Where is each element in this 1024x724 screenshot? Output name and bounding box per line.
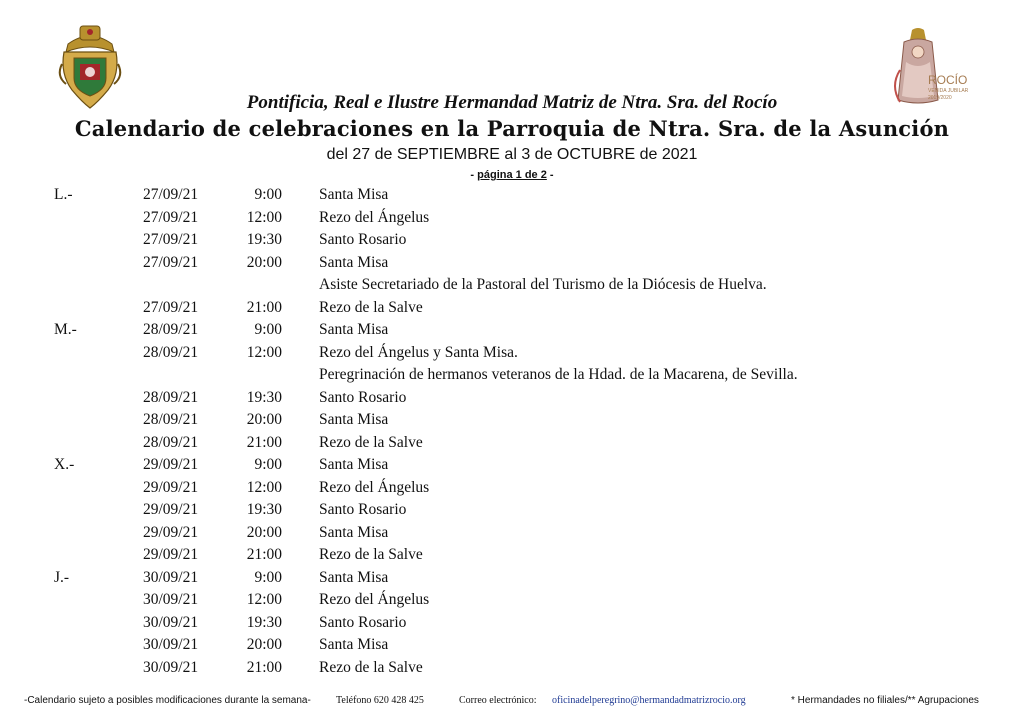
date-cell: 27/09/21: [143, 186, 199, 203]
logo-right-sub: VENIDA JUBILAR: [928, 88, 969, 94]
date-cell: 29/09/21: [143, 478, 199, 496]
day-label: J.-: [54, 568, 70, 586]
event-cell: Santo Rosario: [319, 388, 407, 406]
schedule-row: [0, 364, 1024, 387]
time-cell: 9:00: [254, 456, 282, 473]
time-cell: 21:00: [246, 433, 282, 451]
event-cell: Rezo del Ángelus: [319, 591, 430, 608]
event-cell: Santa Misa: [319, 568, 389, 586]
event-cell: Rezo de la Salve: [319, 658, 423, 676]
logo-right-text: ROCÍO: [928, 73, 968, 87]
time-cell: 21:00: [246, 298, 282, 316]
date-cell: 28/09/21: [143, 388, 199, 406]
time-cell: 9:00: [254, 321, 282, 338]
time-cell: 9:00: [254, 568, 282, 586]
schedule-row: [0, 184, 1024, 207]
event-cell: Santa Misa: [319, 253, 389, 271]
footer-email-label: Correo electrónico:: [459, 695, 537, 706]
footer-phone: Teléfono 620 428 425: [336, 695, 424, 706]
date-cell: 29/09/21: [143, 546, 199, 563]
time-cell: 20:00: [246, 411, 282, 428]
schedule-row: [0, 387, 1024, 410]
date-cell: 30/09/21: [143, 568, 199, 586]
schedule-row: [0, 274, 1024, 297]
date-cell: 30/09/21: [143, 613, 199, 631]
event-note: Asiste Secretariado de la Pastoral del Turismo de la Diócesis de Huelva.: [319, 276, 767, 293]
page-label: página 1 de 2: [477, 169, 547, 181]
time-cell: 12:00: [246, 343, 282, 361]
date-cell: 28/09/21: [143, 433, 199, 451]
schedule-row: [0, 634, 1024, 657]
date-cell: 27/09/21: [143, 298, 199, 316]
day-label: X.-: [54, 456, 75, 473]
page-prefix: -: [470, 169, 478, 181]
date-cell: 29/09/21: [143, 523, 199, 541]
schedule-row: [0, 229, 1024, 252]
date-cell: 28/09/21: [143, 321, 199, 338]
schedule-row: [0, 589, 1024, 612]
schedule-row: [0, 454, 1024, 477]
day-label: M.-: [54, 321, 77, 338]
schedule-row: [0, 522, 1024, 545]
date-cell: 28/09/21: [143, 411, 199, 428]
footer-disclaimer: -Calendario sujeto a posibles modificaciones durante la semana-: [24, 695, 311, 706]
event-cell: Rezo de la Salve: [319, 433, 423, 451]
event-cell: Santo Rosario: [319, 501, 407, 518]
date-cell: 28/09/21: [143, 343, 199, 361]
schedule-row: [0, 297, 1024, 320]
time-cell: 19:30: [246, 231, 282, 248]
schedule-row: [0, 499, 1024, 522]
event-cell: Santa Misa: [319, 186, 389, 203]
event-cell: Rezo del Ángelus: [319, 208, 430, 226]
event-cell: Santa Misa: [319, 456, 389, 473]
schedule-row: [0, 612, 1024, 635]
time-cell: 19:30: [246, 388, 282, 406]
schedule-row: [0, 207, 1024, 230]
event-cell: Rezo del Ángelus: [319, 478, 430, 496]
page-indicator: [0, 169, 1024, 181]
event-cell: Santo Rosario: [319, 231, 407, 248]
schedule-list: [0, 184, 1024, 679]
time-cell: 20:00: [246, 253, 282, 271]
event-cell: Santa Misa: [319, 411, 389, 428]
date-cell: 29/09/21: [143, 501, 199, 518]
date-cell: 27/09/21: [143, 231, 199, 248]
schedule-row: [0, 657, 1024, 680]
date-cell: 27/09/21: [143, 253, 199, 271]
time-cell: 12:00: [246, 478, 282, 496]
date-cell: 30/09/21: [143, 636, 199, 653]
event-cell: Santa Misa: [319, 523, 389, 541]
date-cell: 29/09/21: [143, 456, 199, 473]
time-cell: 19:30: [246, 501, 282, 518]
schedule-row: [0, 252, 1024, 275]
event-cell: Santo Rosario: [319, 613, 407, 631]
time-cell: 21:00: [246, 658, 282, 676]
schedule-row: [0, 342, 1024, 365]
time-cell: 20:00: [246, 636, 282, 653]
event-cell: Santa Misa: [319, 321, 389, 338]
logo-right-years: 2019/2020: [928, 95, 952, 101]
date-range-subtitle: del 27 de SEPTIEMBRE al 3 de OCTUBRE de 2021: [326, 146, 698, 163]
schedule-row: [0, 319, 1024, 342]
time-cell: 21:00: [246, 546, 282, 563]
time-cell: 20:00: [246, 523, 282, 541]
schedule-row: [0, 432, 1024, 455]
event-cell: Rezo del Ángelus y Santa Misa.: [319, 343, 518, 361]
schedule-row: [0, 477, 1024, 500]
time-cell: 12:00: [246, 208, 282, 226]
hermandad-name: Pontificia, Real e Ilustre Hermandad Matriz de Ntra. Sra. del Rocío: [246, 92, 778, 113]
time-cell: 9:00: [254, 186, 282, 203]
time-cell: 12:00: [246, 591, 282, 608]
event-note: Peregrinación de hermanos veteranos de la Hdad. de la Macarena, de Sevilla.: [319, 366, 798, 383]
date-cell: 30/09/21: [143, 658, 199, 676]
schedule-row: [0, 409, 1024, 432]
event-cell: Santa Misa: [319, 636, 389, 653]
event-cell: Rezo de la Salve: [319, 546, 423, 563]
page-suffix: -: [546, 169, 554, 181]
schedule-row: [0, 567, 1024, 590]
schedule-row: [0, 544, 1024, 567]
date-cell: 30/09/21: [143, 591, 199, 608]
time-cell: 19:30: [246, 613, 282, 631]
footer-note: * Hermandades no filiales/** Agrupaciones: [791, 695, 979, 706]
event-cell: Rezo de la Salve: [319, 298, 423, 316]
page-title: Calendario de celebraciones en la Parroquia de Ntra. Sra. de la Asunción: [74, 116, 950, 141]
footer-email-link[interactable]: oficinadelperegrino@hermandadmatrizrocio.org: [552, 695, 746, 706]
date-cell: 27/09/21: [143, 208, 199, 226]
day-label: L.-: [54, 186, 73, 203]
